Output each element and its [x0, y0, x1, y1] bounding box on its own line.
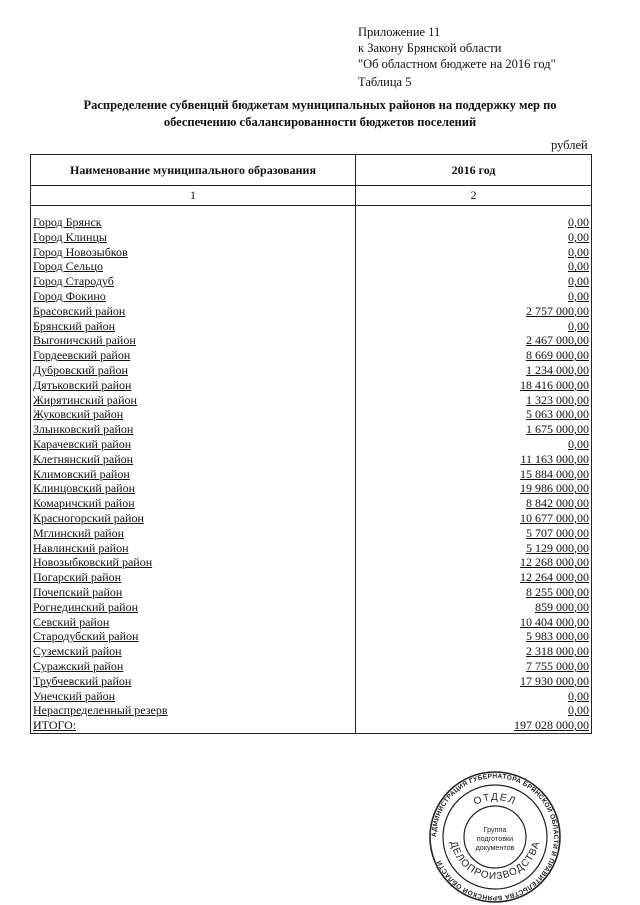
table-row	[31, 304, 592, 319]
table-row	[31, 274, 592, 289]
table-row	[31, 333, 592, 348]
municipality-name: Город Новозыбков	[31, 245, 356, 260]
svg-text:ОТДЕЛ	[472, 792, 518, 808]
municipality-name: Погарский район	[31, 570, 356, 585]
amount-value: 0,00	[356, 437, 592, 452]
municipality-name: Стародубский район	[31, 629, 356, 644]
table-spacer-row	[31, 206, 592, 216]
municipality-name: Карачевский район	[31, 437, 356, 452]
table-row	[31, 378, 592, 393]
municipality-name: Брасовский район	[31, 304, 356, 319]
amount-value: 0,00	[356, 259, 592, 274]
table-row	[31, 481, 592, 496]
municipality-name: Дятьковский район	[31, 378, 356, 393]
stamp-dept-top: ОТДЕЛ	[472, 791, 518, 808]
table-row	[31, 511, 592, 526]
table-row	[31, 319, 592, 334]
amount-value: 0,00	[356, 689, 592, 704]
table-row	[31, 659, 592, 674]
law-title: "Об областном бюджете на 2016 год"	[358, 57, 556, 71]
amount-value: 0,00	[356, 289, 592, 304]
municipality-name: Гордеевский район	[31, 348, 356, 363]
amount-value: 5 707 000,00	[356, 526, 592, 541]
municipality-name: Суражский район	[31, 659, 356, 674]
amount-value: 11 163 000,00	[356, 452, 592, 467]
spacer-cell	[31, 206, 356, 216]
municipality-name: Клинцовский район	[31, 481, 356, 496]
amount-value: 8 255 000,00	[356, 585, 592, 600]
municipality-name: Жирятинский район	[31, 393, 356, 408]
appendix-label: Приложение 11	[358, 25, 441, 39]
table-row	[31, 289, 592, 304]
municipality-name: Трубчевский район	[31, 674, 356, 689]
municipality-name: Брянский район	[31, 319, 356, 334]
municipality-name: Красногорский район	[31, 511, 356, 526]
subsidy-table	[30, 154, 592, 734]
table-row	[31, 215, 592, 230]
stamp-dept-bottom: ДЕЛОПРОИЗВОДСТВА	[447, 839, 543, 883]
table-row	[31, 407, 592, 422]
amount-value: 5 129 000,00	[356, 541, 592, 556]
table-row	[31, 467, 592, 482]
municipality-name: Унечский район	[31, 689, 356, 704]
amount-value: 2 757 000,00	[356, 304, 592, 319]
amount-value: 0,00	[356, 230, 592, 245]
amount-value: 8 669 000,00	[356, 348, 592, 363]
table-row	[31, 674, 592, 689]
amount-value: 0,00	[356, 245, 592, 260]
municipality-name: Жуковский район	[31, 407, 356, 422]
table-row	[31, 629, 592, 644]
amount-value: 2 467 000,00	[356, 333, 592, 348]
unit-label: рублей	[551, 138, 588, 152]
table-row	[31, 555, 592, 570]
table-row	[31, 600, 592, 615]
amount-value: 0,00	[356, 274, 592, 289]
table-header-row	[31, 155, 592, 186]
column-header-year: 2016 год	[356, 155, 592, 186]
table-row	[31, 259, 592, 274]
amount-value: 0,00	[356, 319, 592, 334]
municipality-name: Севский район	[31, 615, 356, 630]
municipality-name: Злынковский район	[31, 422, 356, 437]
table-row	[31, 644, 592, 659]
municipality-name: Новозыбковский район	[31, 555, 356, 570]
municipality-name: Нераспределенный резерв	[31, 703, 356, 718]
table-row	[31, 703, 592, 718]
table-row	[31, 496, 592, 511]
table-row	[31, 348, 592, 363]
municipality-name: ИТОГО:	[31, 718, 356, 733]
stamp-center-line-3: документов	[475, 843, 515, 852]
municipality-name: Клетнянский район	[31, 452, 356, 467]
amount-value: 1 234 000,00	[356, 363, 592, 378]
table-row	[31, 585, 592, 600]
table-row	[31, 437, 592, 452]
stamp-center-line-1: Группа	[483, 825, 507, 834]
table-row	[31, 393, 592, 408]
document-title	[40, 97, 600, 131]
municipality-name: Дубровский район	[31, 363, 356, 378]
amount-value: 7 755 000,00	[356, 659, 592, 674]
table-row	[31, 615, 592, 630]
amount-value: 5 063 000,00	[356, 407, 592, 422]
table-row	[31, 422, 592, 437]
amount-value: 197 028 000,00	[356, 718, 592, 733]
law-reference: к Закону Брянской области	[358, 41, 502, 55]
amount-value: 2 318 000,00	[356, 644, 592, 659]
municipality-name: Город Сельцо	[31, 259, 356, 274]
table-row	[31, 689, 592, 704]
municipality-name: Город Фокино	[31, 289, 356, 304]
amount-value: 19 986 000,00	[356, 481, 592, 496]
stamp-outer-text: АДМИНИСТРАЦИЯ ГУБЕРНАТОРА БРЯНСКОЙ ОБЛАСТИ И ПРАВИТЕЛЬСТВА БРЯНСКОЙ ОБЛАСТИ	[430, 772, 560, 902]
stamp-center-line-2: подготовки	[476, 834, 514, 843]
spacer-cell	[356, 206, 592, 216]
municipality-name: Город Стародуб	[31, 274, 356, 289]
amount-value: 0,00	[356, 703, 592, 718]
amount-value: 10 677 000,00	[356, 511, 592, 526]
amount-value: 859 000,00	[356, 600, 592, 615]
amount-value: 8 842 000,00	[356, 496, 592, 511]
table-row	[31, 230, 592, 245]
table-row	[31, 363, 592, 378]
column-number-1: 1	[31, 186, 356, 206]
table-row	[31, 718, 592, 733]
column-number-2: 2	[356, 186, 592, 206]
amount-value: 5 983 000,00	[356, 629, 592, 644]
table-row	[31, 541, 592, 556]
title-line-1: Распределение субвенций бюджетам муниципальных районов на поддержку мер по	[83, 98, 557, 112]
document-header	[358, 24, 556, 90]
table-row	[31, 570, 592, 585]
table-row	[31, 452, 592, 467]
column-header-name: Наименование муниципального образования	[31, 155, 356, 186]
amount-value: 18 416 000,00	[356, 378, 592, 393]
amount-value: 1 323 000,00	[356, 393, 592, 408]
municipality-name: Мглинский район	[31, 526, 356, 541]
amount-value: 1 675 000,00	[356, 422, 592, 437]
amount-value: 10 404 000,00	[356, 615, 592, 630]
amount-value: 15 884 000,00	[356, 467, 592, 482]
municipality-name: Город Брянск	[31, 215, 356, 230]
municipality-name: Комаричский район	[31, 496, 356, 511]
municipality-name: Суземский район	[31, 644, 356, 659]
column-number-row	[31, 186, 592, 206]
amount-value: 12 264 000,00	[356, 570, 592, 585]
title-line-2: обеспечению сбалансированности бюджетов поселений	[163, 115, 477, 129]
municipality-name: Выгоничский район	[31, 333, 356, 348]
amount-value: 0,00	[356, 215, 592, 230]
table-row	[31, 526, 592, 541]
municipality-name: Навлинский район	[31, 541, 356, 556]
official-stamp	[428, 770, 562, 904]
amount-value: 17 930 000,00	[356, 674, 592, 689]
amount-value: 12 268 000,00	[356, 555, 592, 570]
municipality-name: Почепский район	[31, 585, 356, 600]
table-number: Таблица 5	[358, 75, 412, 89]
municipality-name: Рогнединский район	[31, 600, 356, 615]
table-row	[31, 245, 592, 260]
municipality-name: Город Клинцы	[31, 230, 356, 245]
municipality-name: Климовский район	[31, 467, 356, 482]
